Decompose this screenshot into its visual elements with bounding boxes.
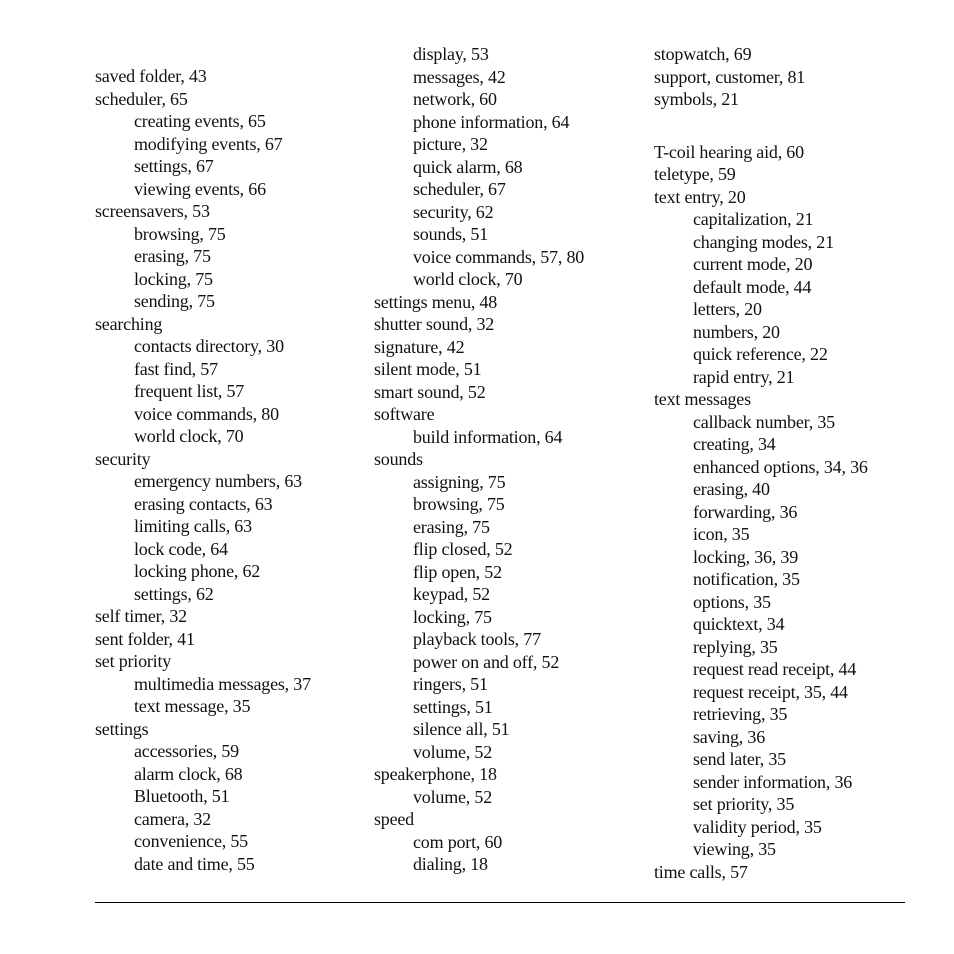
index-subentry: phone information, 64 [413,111,570,132]
index-subentry: security, 62 [413,201,494,222]
index-subentry: lock code, 64 [134,538,228,559]
index-subentry: emergency numbers, 63 [134,471,302,491]
index-subentry: creating, 34 [693,434,776,454]
index-subentry: silence all, 51 [413,719,510,739]
index-subentry: forwarding, 36 [693,501,798,522]
index-subentry: convenience, 55 [134,831,248,851]
index-subentry: playback tools, 77 [413,629,541,649]
index-subentry: contacts directory, 30 [134,336,284,356]
index-subentry: browsing, 75 [134,223,226,244]
index-subentry: icon, 35 [693,524,750,544]
index-subentry: erasing contacts, 63 [134,493,273,514]
index-entry: shutter sound, 32 [374,314,495,334]
index-subentry: accessories, 59 [134,741,239,761]
index-entry: teletype, 59 [654,164,736,184]
index-subentry: locking, 75 [413,606,492,627]
index-subentry: erasing, 75 [413,516,490,537]
index-subentry: assigning, 75 [413,471,506,492]
index-entry: software [374,404,435,424]
index-subentry: numbers, 20 [693,321,780,342]
index-subentry: quick reference, 22 [693,344,828,364]
index-subentry: ringers, 51 [413,674,488,694]
index-entry: symbols, 21 [654,89,739,109]
index-subentry: sending, 75 [134,291,215,311]
index-entry: stopwatch, 69 [654,44,752,64]
index-subentry: erasing, 75 [134,246,211,266]
footer-rule [95,902,905,903]
index-entry: sounds [374,449,423,469]
index-subentry: callback number, 35 [693,411,835,432]
index-entry: silent mode, 51 [374,359,482,379]
index-subentry: sounds, 51 [413,224,489,244]
index-subentry: default mode, 44 [693,276,812,297]
index-subentry: rapid entry, 21 [693,366,795,387]
index-subentry: modifying events, 67 [134,133,283,154]
index-subentry: browsing, 75 [413,494,505,514]
index-subentry: settings, 62 [134,583,214,604]
index-entry: signature, 42 [374,336,465,357]
index-subentry: com port, 60 [413,831,503,852]
index-subentry: frequent list, 57 [134,381,245,401]
index-subentry: picture, 32 [413,134,488,154]
index-subentry: enhanced options, 34, 36 [693,456,868,477]
index-subentry: dialing, 18 [413,854,488,874]
index-subentry: messages, 42 [413,66,506,87]
index-entry: support, customer, 81 [654,66,806,87]
index-entry: settings menu, 48 [374,291,498,312]
index-subentry: alarm clock, 68 [134,763,243,784]
index-subentry: viewing, 35 [693,839,776,859]
index-subentry: settings, 51 [413,696,493,717]
index-subentry: creating events, 65 [134,111,266,131]
index-entry: searching [95,313,163,334]
index-subentry: request receipt, 35, 44 [693,681,848,702]
index-entry: speed [374,809,414,829]
index-subentry: set priority, 35 [693,794,795,814]
index-entry: scheduler, 65 [95,88,188,109]
index-subentry: erasing, 40 [693,479,770,499]
index-subentry: saving, 36 [693,726,765,747]
index-subentry: voice commands, 80 [134,403,279,424]
index-subentry: locking, 75 [134,268,213,289]
index-subentry: camera, 32 [134,808,211,829]
index-subentry: request read receipt, 44 [693,659,857,679]
index-subentry: network, 60 [413,89,497,109]
index-subentry: flip closed, 52 [413,539,513,559]
index-entry: security [95,448,151,469]
index-entry: set priority [95,651,172,671]
index-entry: settings [95,718,149,739]
index-subentry: world clock, 70 [134,426,244,446]
index-entry: smart sound, 52 [374,381,486,402]
index-entry: sent folder, 41 [95,628,195,649]
index-subentry: replying, 35 [693,636,778,657]
index-subentry: locking phone, 62 [134,561,261,581]
index-entry: saved folder, 43 [95,66,207,86]
index-subentry: multimedia messages, 37 [134,673,311,694]
index-subentry: validity period, 35 [693,816,822,837]
index-entry: screensavers, 53 [95,201,210,221]
index-subentry: quicktext, 34 [693,614,785,634]
index-subentry: build information, 64 [413,426,563,447]
index-subentry: Bluetooth, 51 [134,786,230,806]
index-subentry: flip open, 52 [413,561,502,582]
index-entry: speakerphone, 18 [374,764,497,784]
index-subentry: retrieving, 35 [693,704,788,724]
index-subentry: notification, 35 [693,569,800,589]
index-subentry: scheduler, 67 [413,179,506,199]
index-subentry: send later, 35 [693,749,786,769]
index-entry: T-coil hearing aid, 60 [654,141,804,162]
index-subentry: quick alarm, 68 [413,156,523,177]
index-subentry: fast find, 57 [134,358,218,379]
index-subentry: text message, 35 [134,696,251,716]
index-subentry: changing modes, 21 [693,231,834,252]
index-subentry: keypad, 52 [413,584,490,604]
index-subentry: volume, 52 [413,741,492,762]
index-subentry: viewing events, 66 [134,178,266,199]
index-subentry: settings, 67 [134,156,214,176]
index-entry: time calls, 57 [654,861,748,882]
index-subentry: display, 53 [413,44,489,64]
index-subentry: current mode, 20 [693,254,813,274]
index-subentry: power on and off, 52 [413,651,560,672]
index-subentry: capitalization, 21 [693,209,814,229]
index-subentry: volume, 52 [413,786,492,807]
index-subentry: limiting calls, 63 [134,516,252,536]
index-entry: self timer, 32 [95,606,187,626]
index-subentry: date and time, 55 [134,853,255,874]
index-subentry: letters, 20 [693,299,762,319]
index-subentry: sender information, 36 [693,771,853,792]
index-entry: text entry, 20 [654,186,746,207]
index-subentry: world clock, 70 [413,269,523,289]
index-entry: text messages [654,389,751,409]
index-subentry: voice commands, 57, 80 [413,246,585,267]
index-subentry: options, 35 [693,591,771,612]
index-subentry: locking, 36, 39 [693,546,798,567]
